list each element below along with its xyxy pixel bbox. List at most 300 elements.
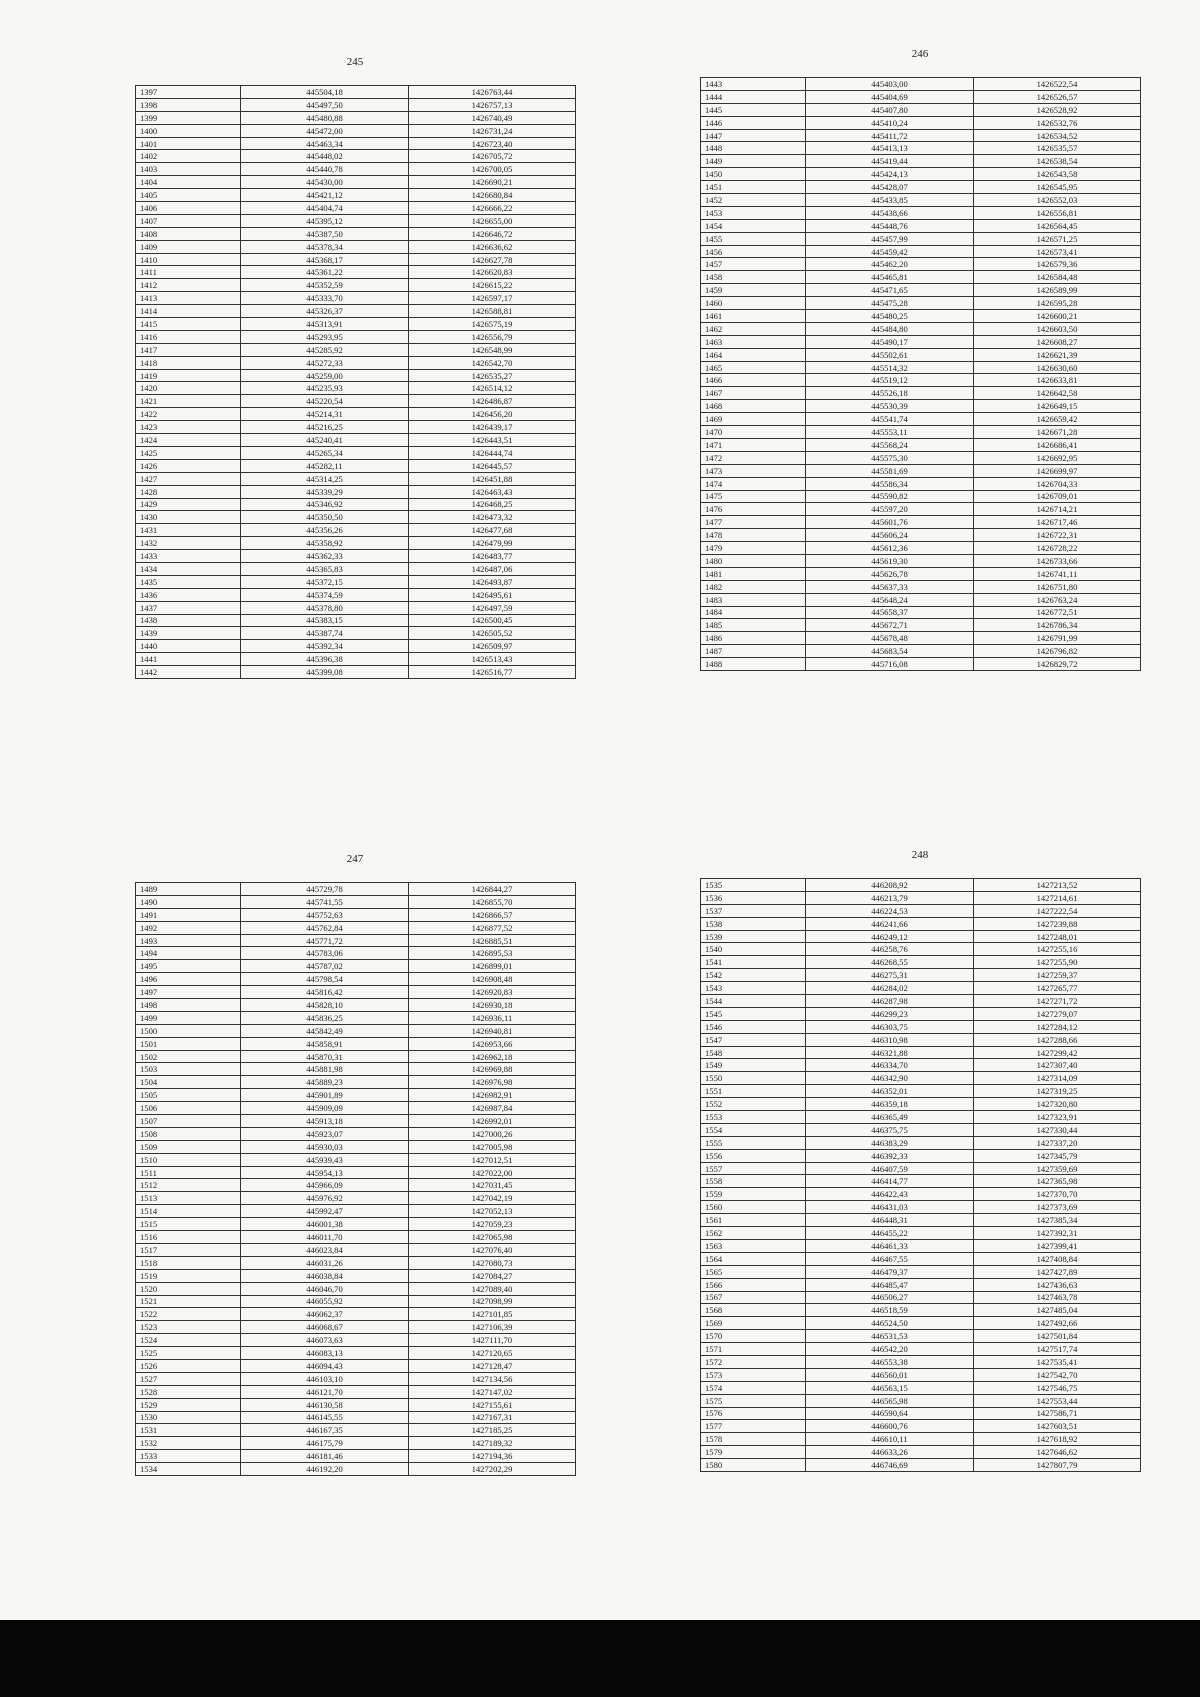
table-row — [701, 284, 1141, 297]
point-number-cell: 1434 — [136, 562, 241, 575]
x-coordinate-cell: 446181,46 — [241, 1450, 409, 1463]
point-number-cell: 1473 — [701, 464, 806, 477]
point-number-cell: 1533 — [136, 1450, 241, 1463]
point-number-cell: 1559 — [701, 1188, 806, 1201]
x-coordinate-cell: 445858,91 — [241, 1037, 409, 1050]
table-row — [701, 1420, 1141, 1433]
y-coordinate-cell: 1426699,97 — [974, 464, 1141, 477]
y-coordinate-cell: 1426649,15 — [974, 400, 1141, 413]
table-row — [136, 421, 576, 434]
x-coordinate-cell: 446407,59 — [806, 1162, 974, 1175]
table-row — [701, 1252, 1141, 1265]
y-coordinate-cell: 1427185,25 — [409, 1424, 576, 1437]
x-coordinate-cell: 446062,37 — [241, 1308, 409, 1321]
table-row — [701, 1407, 1141, 1420]
point-number-cell: 1400 — [136, 124, 241, 137]
table-row — [701, 464, 1141, 477]
y-coordinate-cell: 1426538,54 — [974, 155, 1141, 168]
point-number-cell: 1556 — [701, 1149, 806, 1162]
table-row — [701, 1239, 1141, 1252]
point-number-cell: 1495 — [136, 960, 241, 973]
x-coordinate-cell: 446485,47 — [806, 1278, 974, 1291]
x-coordinate-cell: 446431,03 — [806, 1201, 974, 1214]
x-coordinate-cell: 445430,00 — [241, 176, 409, 189]
y-coordinate-cell: 1426548,99 — [409, 343, 576, 356]
point-number-cell: 1433 — [136, 550, 241, 563]
point-number-cell: 1459 — [701, 284, 806, 297]
point-number-cell: 1452 — [701, 194, 806, 207]
y-coordinate-cell: 1426579,36 — [974, 258, 1141, 271]
x-coordinate-cell: 445729,78 — [241, 883, 409, 896]
y-coordinate-cell: 1427167,31 — [409, 1411, 576, 1424]
x-coordinate-cell: 445421,12 — [241, 189, 409, 202]
x-coordinate-cell: 446130,58 — [241, 1398, 409, 1411]
table-row — [701, 1149, 1141, 1162]
table-row — [136, 189, 576, 202]
y-coordinate-cell: 1427337,20 — [974, 1136, 1141, 1149]
y-coordinate-cell: 1427330,44 — [974, 1123, 1141, 1136]
point-number-cell: 1440 — [136, 640, 241, 653]
point-number-cell: 1500 — [136, 1024, 241, 1037]
x-coordinate-cell: 445462,20 — [806, 258, 974, 271]
x-coordinate-cell: 445463,34 — [241, 137, 409, 150]
table-row — [701, 1072, 1141, 1085]
table-row — [701, 129, 1141, 142]
table-row — [701, 245, 1141, 258]
table-row — [136, 1256, 576, 1269]
x-coordinate-cell: 445378,34 — [241, 240, 409, 253]
x-coordinate-cell: 446633,26 — [806, 1446, 974, 1459]
point-number-cell: 1578 — [701, 1433, 806, 1446]
x-coordinate-cell: 445787,02 — [241, 960, 409, 973]
x-coordinate-cell: 446213,79 — [806, 891, 974, 904]
page-number: 245 — [346, 56, 364, 68]
x-coordinate-cell: 446383,29 — [806, 1136, 974, 1149]
point-number-cell: 1490 — [136, 895, 241, 908]
y-coordinate-cell: 1427147,02 — [409, 1385, 576, 1398]
y-coordinate-cell: 1426495,61 — [409, 588, 576, 601]
x-coordinate-cell: 445404,69 — [806, 90, 974, 103]
x-coordinate-cell: 446531,53 — [806, 1330, 974, 1343]
x-coordinate-cell: 445637,33 — [806, 580, 974, 593]
table-row — [701, 155, 1141, 168]
table-row — [701, 142, 1141, 155]
y-coordinate-cell: 1426552,03 — [974, 194, 1141, 207]
y-coordinate-cell: 1427111,70 — [409, 1334, 576, 1347]
table-row — [136, 575, 576, 588]
point-number-cell: 1537 — [701, 904, 806, 917]
y-coordinate-cell: 1426600,21 — [974, 310, 1141, 323]
x-coordinate-cell: 446055,92 — [241, 1295, 409, 1308]
table-row — [136, 1450, 576, 1463]
x-coordinate-cell: 445672,71 — [806, 619, 974, 632]
x-coordinate-cell: 445504,18 — [241, 86, 409, 99]
point-number-cell: 1518 — [136, 1256, 241, 1269]
x-coordinate-cell: 445480,25 — [806, 310, 974, 323]
point-number-cell: 1563 — [701, 1239, 806, 1252]
x-coordinate-cell: 445313,91 — [241, 318, 409, 331]
y-coordinate-cell: 1427222,54 — [974, 904, 1141, 917]
y-coordinate-cell: 1426969,88 — [409, 1063, 576, 1076]
point-number-cell: 1456 — [701, 245, 806, 258]
point-number-cell: 1447 — [701, 129, 806, 142]
point-number-cell: 1503 — [136, 1063, 241, 1076]
table-row — [136, 1295, 576, 1308]
y-coordinate-cell: 1426700,05 — [409, 163, 576, 176]
table-row — [136, 1153, 576, 1166]
point-number-cell: 1429 — [136, 498, 241, 511]
table-row — [136, 1024, 576, 1037]
y-coordinate-cell: 1427214,61 — [974, 891, 1141, 904]
x-coordinate-cell: 446560,01 — [806, 1368, 974, 1381]
x-coordinate-cell: 445346,92 — [241, 498, 409, 511]
point-number-cell: 1529 — [136, 1398, 241, 1411]
table-row — [701, 879, 1141, 892]
x-coordinate-cell: 445575,30 — [806, 451, 974, 464]
point-number-cell: 1501 — [136, 1037, 241, 1050]
y-coordinate-cell: 1426885,51 — [409, 934, 576, 947]
table-row — [701, 1162, 1141, 1175]
table-row — [701, 904, 1141, 917]
y-coordinate-cell: 1426786,34 — [974, 619, 1141, 632]
x-coordinate-cell: 446287,98 — [806, 995, 974, 1008]
point-number-cell: 1445 — [701, 103, 806, 116]
point-number-cell: 1458 — [701, 271, 806, 284]
x-coordinate-cell: 445601,76 — [806, 516, 974, 529]
y-coordinate-cell: 1427586,71 — [974, 1407, 1141, 1420]
y-coordinate-cell: 1427134,56 — [409, 1372, 576, 1385]
y-coordinate-cell: 1427052,13 — [409, 1205, 576, 1218]
table-row — [136, 408, 576, 421]
y-coordinate-cell: 1426962,18 — [409, 1050, 576, 1063]
table-row — [701, 361, 1141, 374]
y-coordinate-cell: 1427265,77 — [974, 982, 1141, 995]
y-coordinate-cell: 1426936,11 — [409, 1011, 576, 1024]
point-number-cell: 1432 — [136, 537, 241, 550]
table-row — [701, 658, 1141, 671]
x-coordinate-cell: 445541,74 — [806, 413, 974, 426]
point-number-cell: 1472 — [701, 451, 806, 464]
point-number-cell: 1430 — [136, 511, 241, 524]
point-number-cell: 1576 — [701, 1407, 806, 1420]
point-number-cell: 1527 — [136, 1372, 241, 1385]
table-row — [136, 124, 576, 137]
x-coordinate-cell: 445836,25 — [241, 1011, 409, 1024]
point-number-cell: 1426 — [136, 459, 241, 472]
y-coordinate-cell: 1427106,39 — [409, 1321, 576, 1334]
x-coordinate-cell: 446284,02 — [806, 982, 974, 995]
x-coordinate-cell: 446083,13 — [241, 1347, 409, 1360]
page-number: 248 — [911, 849, 929, 861]
coordinates-table — [135, 85, 576, 679]
point-number-cell: 1468 — [701, 400, 806, 413]
table-row — [136, 176, 576, 189]
x-coordinate-cell: 445881,98 — [241, 1063, 409, 1076]
x-coordinate-cell: 446375,75 — [806, 1123, 974, 1136]
point-number-cell: 1411 — [136, 266, 241, 279]
x-coordinate-cell: 446275,31 — [806, 969, 974, 982]
x-coordinate-cell: 445410,24 — [806, 116, 974, 129]
point-number-cell: 1465 — [701, 361, 806, 374]
point-number-cell: 1538 — [701, 917, 806, 930]
x-coordinate-cell: 445214,31 — [241, 408, 409, 421]
x-coordinate-cell: 445976,92 — [241, 1192, 409, 1205]
y-coordinate-cell: 1427319,25 — [974, 1085, 1141, 1098]
y-coordinate-cell: 1427012,51 — [409, 1153, 576, 1166]
point-number-cell: 1523 — [136, 1321, 241, 1334]
y-coordinate-cell: 1426463,43 — [409, 485, 576, 498]
y-coordinate-cell: 1427089,40 — [409, 1282, 576, 1295]
table-row — [701, 310, 1141, 323]
x-coordinate-cell: 445358,92 — [241, 537, 409, 550]
y-coordinate-cell: 1426844,27 — [409, 883, 576, 896]
table-row — [136, 1372, 576, 1385]
table-row — [136, 640, 576, 653]
y-coordinate-cell: 1426666,22 — [409, 202, 576, 215]
x-coordinate-cell: 445526,18 — [806, 387, 974, 400]
table-row — [701, 969, 1141, 982]
point-number-cell: 1424 — [136, 434, 241, 447]
x-coordinate-cell: 446563,15 — [806, 1381, 974, 1394]
y-coordinate-cell: 1426642,58 — [974, 387, 1141, 400]
y-coordinate-cell: 1426584,48 — [974, 271, 1141, 284]
table-row — [136, 214, 576, 227]
table-row — [701, 917, 1141, 930]
table-row — [701, 1136, 1141, 1149]
y-coordinate-cell: 1427370,70 — [974, 1188, 1141, 1201]
x-coordinate-cell: 446192,20 — [241, 1463, 409, 1476]
x-coordinate-cell: 446103,10 — [241, 1372, 409, 1385]
table-row — [701, 1317, 1141, 1330]
point-number-cell: 1566 — [701, 1278, 806, 1291]
table-row — [701, 258, 1141, 271]
y-coordinate-cell: 1426920,83 — [409, 986, 576, 999]
table-row — [136, 318, 576, 331]
y-coordinate-cell: 1427399,41 — [974, 1239, 1141, 1252]
x-coordinate-cell: 445471,65 — [806, 284, 974, 297]
point-number-cell: 1436 — [136, 588, 241, 601]
y-coordinate-cell: 1427807,79 — [974, 1459, 1141, 1472]
point-number-cell: 1509 — [136, 1140, 241, 1153]
table-row — [701, 1188, 1141, 1201]
x-coordinate-cell: 445842,49 — [241, 1024, 409, 1037]
point-number-cell: 1413 — [136, 292, 241, 305]
table-row — [701, 322, 1141, 335]
point-number-cell: 1565 — [701, 1265, 806, 1278]
table-row — [701, 168, 1141, 181]
y-coordinate-cell: 1427618,92 — [974, 1433, 1141, 1446]
y-coordinate-cell: 1427603,51 — [974, 1420, 1141, 1433]
table-row — [136, 279, 576, 292]
x-coordinate-cell: 446610,11 — [806, 1433, 974, 1446]
x-coordinate-cell: 446073,63 — [241, 1334, 409, 1347]
table-row — [701, 1304, 1141, 1317]
point-number-cell: 1496 — [136, 973, 241, 986]
x-coordinate-cell: 445923,07 — [241, 1127, 409, 1140]
point-number-cell: 1522 — [136, 1308, 241, 1321]
x-coordinate-cell: 445619,30 — [806, 554, 974, 567]
x-coordinate-cell: 445658,37 — [806, 606, 974, 619]
table-row — [136, 973, 576, 986]
y-coordinate-cell: 1426620,83 — [409, 266, 576, 279]
point-number-cell: 1418 — [136, 356, 241, 369]
y-coordinate-cell: 1426796,82 — [974, 645, 1141, 658]
y-coordinate-cell: 1427022,00 — [409, 1166, 576, 1179]
point-number-cell: 1573 — [701, 1368, 806, 1381]
x-coordinate-cell: 445586,34 — [806, 477, 974, 490]
point-number-cell: 1448 — [701, 142, 806, 155]
x-coordinate-cell: 446249,12 — [806, 930, 974, 943]
table-row — [136, 498, 576, 511]
y-coordinate-cell: 1426528,92 — [974, 103, 1141, 116]
point-number-cell: 1521 — [136, 1295, 241, 1308]
table-row — [701, 194, 1141, 207]
table-row — [136, 1359, 576, 1372]
table-row — [701, 1368, 1141, 1381]
x-coordinate-cell: 445954,13 — [241, 1166, 409, 1179]
x-coordinate-cell: 445413,13 — [806, 142, 974, 155]
y-coordinate-cell: 1426751,80 — [974, 580, 1141, 593]
point-number-cell: 1427 — [136, 472, 241, 485]
x-coordinate-cell: 446224,53 — [806, 904, 974, 917]
x-coordinate-cell: 446365,49 — [806, 1111, 974, 1124]
y-coordinate-cell: 1426564,45 — [974, 219, 1141, 232]
point-number-cell: 1397 — [136, 86, 241, 99]
point-number-cell: 1516 — [136, 1231, 241, 1244]
table-row — [136, 240, 576, 253]
x-coordinate-cell: 446023,84 — [241, 1243, 409, 1256]
table-row — [136, 395, 576, 408]
point-number-cell: 1415 — [136, 318, 241, 331]
table-row — [136, 343, 576, 356]
y-coordinate-cell: 1426899,01 — [409, 960, 576, 973]
y-coordinate-cell: 1427059,23 — [409, 1218, 576, 1231]
x-coordinate-cell: 445475,28 — [806, 297, 974, 310]
y-coordinate-cell: 1427194,36 — [409, 1450, 576, 1463]
point-number-cell: 1425 — [136, 446, 241, 459]
x-coordinate-cell: 445293,95 — [241, 330, 409, 343]
table-row — [701, 1059, 1141, 1072]
y-coordinate-cell: 1426717,46 — [974, 516, 1141, 529]
table-row — [701, 78, 1141, 91]
x-coordinate-cell: 445259,00 — [241, 369, 409, 382]
table-row — [136, 1437, 576, 1450]
x-coordinate-cell: 445399,08 — [241, 666, 409, 679]
y-coordinate-cell: 1426456,20 — [409, 408, 576, 421]
table-row — [701, 567, 1141, 580]
point-number-cell: 1431 — [136, 524, 241, 537]
y-coordinate-cell: 1426740,49 — [409, 111, 576, 124]
x-coordinate-cell: 446334,70 — [806, 1059, 974, 1072]
point-number-cell: 1461 — [701, 310, 806, 323]
y-coordinate-cell: 1427546,75 — [974, 1381, 1141, 1394]
point-number-cell: 1479 — [701, 542, 806, 555]
x-coordinate-cell: 445930,03 — [241, 1140, 409, 1153]
x-coordinate-cell: 445403,00 — [806, 78, 974, 91]
table-row — [701, 1446, 1141, 1459]
x-coordinate-cell: 445939,43 — [241, 1153, 409, 1166]
y-coordinate-cell: 1426532,76 — [974, 116, 1141, 129]
point-number-cell: 1513 — [136, 1192, 241, 1205]
x-coordinate-cell: 445368,17 — [241, 253, 409, 266]
table-row — [701, 930, 1141, 943]
y-coordinate-cell: 1426987,84 — [409, 1102, 576, 1115]
y-coordinate-cell: 1426573,41 — [974, 245, 1141, 258]
table-row — [136, 1089, 576, 1102]
x-coordinate-cell: 446524,50 — [806, 1317, 974, 1330]
point-number-cell: 1580 — [701, 1459, 806, 1472]
x-coordinate-cell: 446461,33 — [806, 1239, 974, 1252]
x-coordinate-cell: 446031,26 — [241, 1256, 409, 1269]
point-number-cell: 1471 — [701, 438, 806, 451]
point-number-cell: 1548 — [701, 1046, 806, 1059]
x-coordinate-cell: 446455,22 — [806, 1227, 974, 1240]
x-coordinate-cell: 445828,10 — [241, 999, 409, 1012]
x-coordinate-cell: 445568,24 — [806, 438, 974, 451]
point-number-cell: 1414 — [136, 305, 241, 318]
x-coordinate-cell: 446303,75 — [806, 1020, 974, 1033]
point-number-cell: 1416 — [136, 330, 241, 343]
y-coordinate-cell: 1426486,87 — [409, 395, 576, 408]
y-coordinate-cell: 1426571,25 — [974, 232, 1141, 245]
point-number-cell: 1514 — [136, 1205, 241, 1218]
x-coordinate-cell: 445771,72 — [241, 934, 409, 947]
x-coordinate-cell: 446268,55 — [806, 956, 974, 969]
x-coordinate-cell: 446352,01 — [806, 1085, 974, 1098]
table-row — [136, 459, 576, 472]
point-number-cell: 1525 — [136, 1347, 241, 1360]
x-coordinate-cell: 445440,78 — [241, 163, 409, 176]
point-number-cell: 1530 — [136, 1411, 241, 1424]
point-number-cell: 1470 — [701, 426, 806, 439]
table-row — [136, 1192, 576, 1205]
x-coordinate-cell: 446241,66 — [806, 917, 974, 930]
table-row — [701, 1343, 1141, 1356]
x-coordinate-cell: 445362,33 — [241, 550, 409, 563]
point-number-cell: 1486 — [701, 632, 806, 645]
x-coordinate-cell: 446068,67 — [241, 1321, 409, 1334]
table-row — [136, 895, 576, 908]
point-number-cell: 1574 — [701, 1381, 806, 1394]
x-coordinate-cell: 446001,38 — [241, 1218, 409, 1231]
table-row — [136, 137, 576, 150]
x-coordinate-cell: 445333,70 — [241, 292, 409, 305]
y-coordinate-cell: 1427248,01 — [974, 930, 1141, 943]
point-number-cell: 1405 — [136, 189, 241, 202]
point-number-cell: 1567 — [701, 1291, 806, 1304]
table-row — [701, 645, 1141, 658]
table-row — [701, 116, 1141, 129]
table-row — [136, 1166, 576, 1179]
y-coordinate-cell: 1427213,52 — [974, 879, 1141, 892]
x-coordinate-cell: 445762,84 — [241, 921, 409, 934]
y-coordinate-cell: 1426505,52 — [409, 627, 576, 640]
y-coordinate-cell: 1427065,98 — [409, 1231, 576, 1244]
point-number-cell: 1438 — [136, 614, 241, 627]
table-row — [136, 266, 576, 279]
y-coordinate-cell: 1427427,89 — [974, 1265, 1141, 1278]
y-coordinate-cell: 1426705,72 — [409, 150, 576, 163]
y-coordinate-cell: 1426513,43 — [409, 653, 576, 666]
point-number-cell: 1481 — [701, 567, 806, 580]
y-coordinate-cell: 1426690,21 — [409, 176, 576, 189]
x-coordinate-cell: 446422,43 — [806, 1188, 974, 1201]
x-coordinate-cell: 445752,63 — [241, 908, 409, 921]
table-row — [136, 1037, 576, 1050]
y-coordinate-cell: 1426630,60 — [974, 361, 1141, 374]
y-coordinate-cell: 1426451,88 — [409, 472, 576, 485]
table-row — [701, 1227, 1141, 1240]
